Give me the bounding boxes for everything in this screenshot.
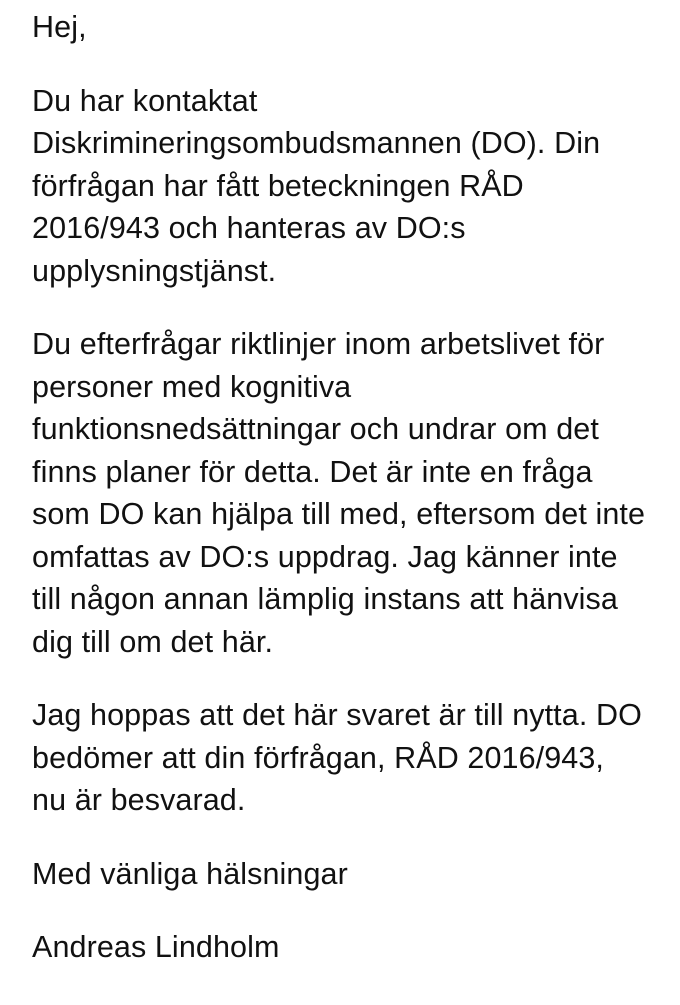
paragraph-line: Du har kontaktat bbox=[32, 83, 258, 118]
closing-paragraph bbox=[32, 853, 660, 896]
paragraph-line: nu är besvarad. bbox=[32, 783, 246, 817]
signature-paragraph bbox=[32, 926, 660, 969]
greeting-text: Hej, bbox=[32, 10, 87, 44]
paragraph-line: personer med kognitiva bbox=[32, 369, 352, 404]
paragraph-contact-info bbox=[32, 80, 660, 293]
greeting-paragraph bbox=[32, 6, 660, 49]
paragraph-line: Jag hoppas att det här svaret är till nytta. DO bbox=[32, 698, 642, 732]
paragraph-line: finns planer för detta. Det är inte en fråga bbox=[32, 454, 593, 489]
paragraph-line: förfrågan har fått beteckningen RÅD bbox=[32, 168, 524, 203]
paragraph-line: dig till om det här. bbox=[32, 624, 274, 659]
paragraph-conclusion bbox=[32, 694, 660, 822]
paragraph-line: Du efterfrågar riktlinjer inom arbetslivet för bbox=[32, 327, 605, 361]
paragraph-request-details bbox=[32, 323, 660, 663]
paragraph-line: bedömer att din förfrågan, RÅD 2016/943, bbox=[32, 740, 604, 775]
paragraph-line: till någon annan lämplig instans att hänvisa bbox=[32, 582, 618, 616]
paragraph-line: som DO kan hjälpa till med, eftersom det inte bbox=[32, 497, 646, 531]
closing-text: Med vänliga hälsningar bbox=[32, 856, 348, 891]
paragraph-line: omfattas av DO:s uppdrag. Jag känner inte bbox=[32, 539, 618, 574]
paragraph-line: funktionsnedsättningar och undrar om det bbox=[32, 412, 599, 446]
paragraph-line: upplysningstjänst. bbox=[32, 253, 277, 288]
signature-name: Andreas Lindholm bbox=[32, 930, 280, 964]
paragraph-line: Diskrimineringsombudsmannen (DO). Din bbox=[32, 126, 601, 160]
paragraph-line: 2016/943 och hanteras av DO:s bbox=[32, 211, 466, 245]
